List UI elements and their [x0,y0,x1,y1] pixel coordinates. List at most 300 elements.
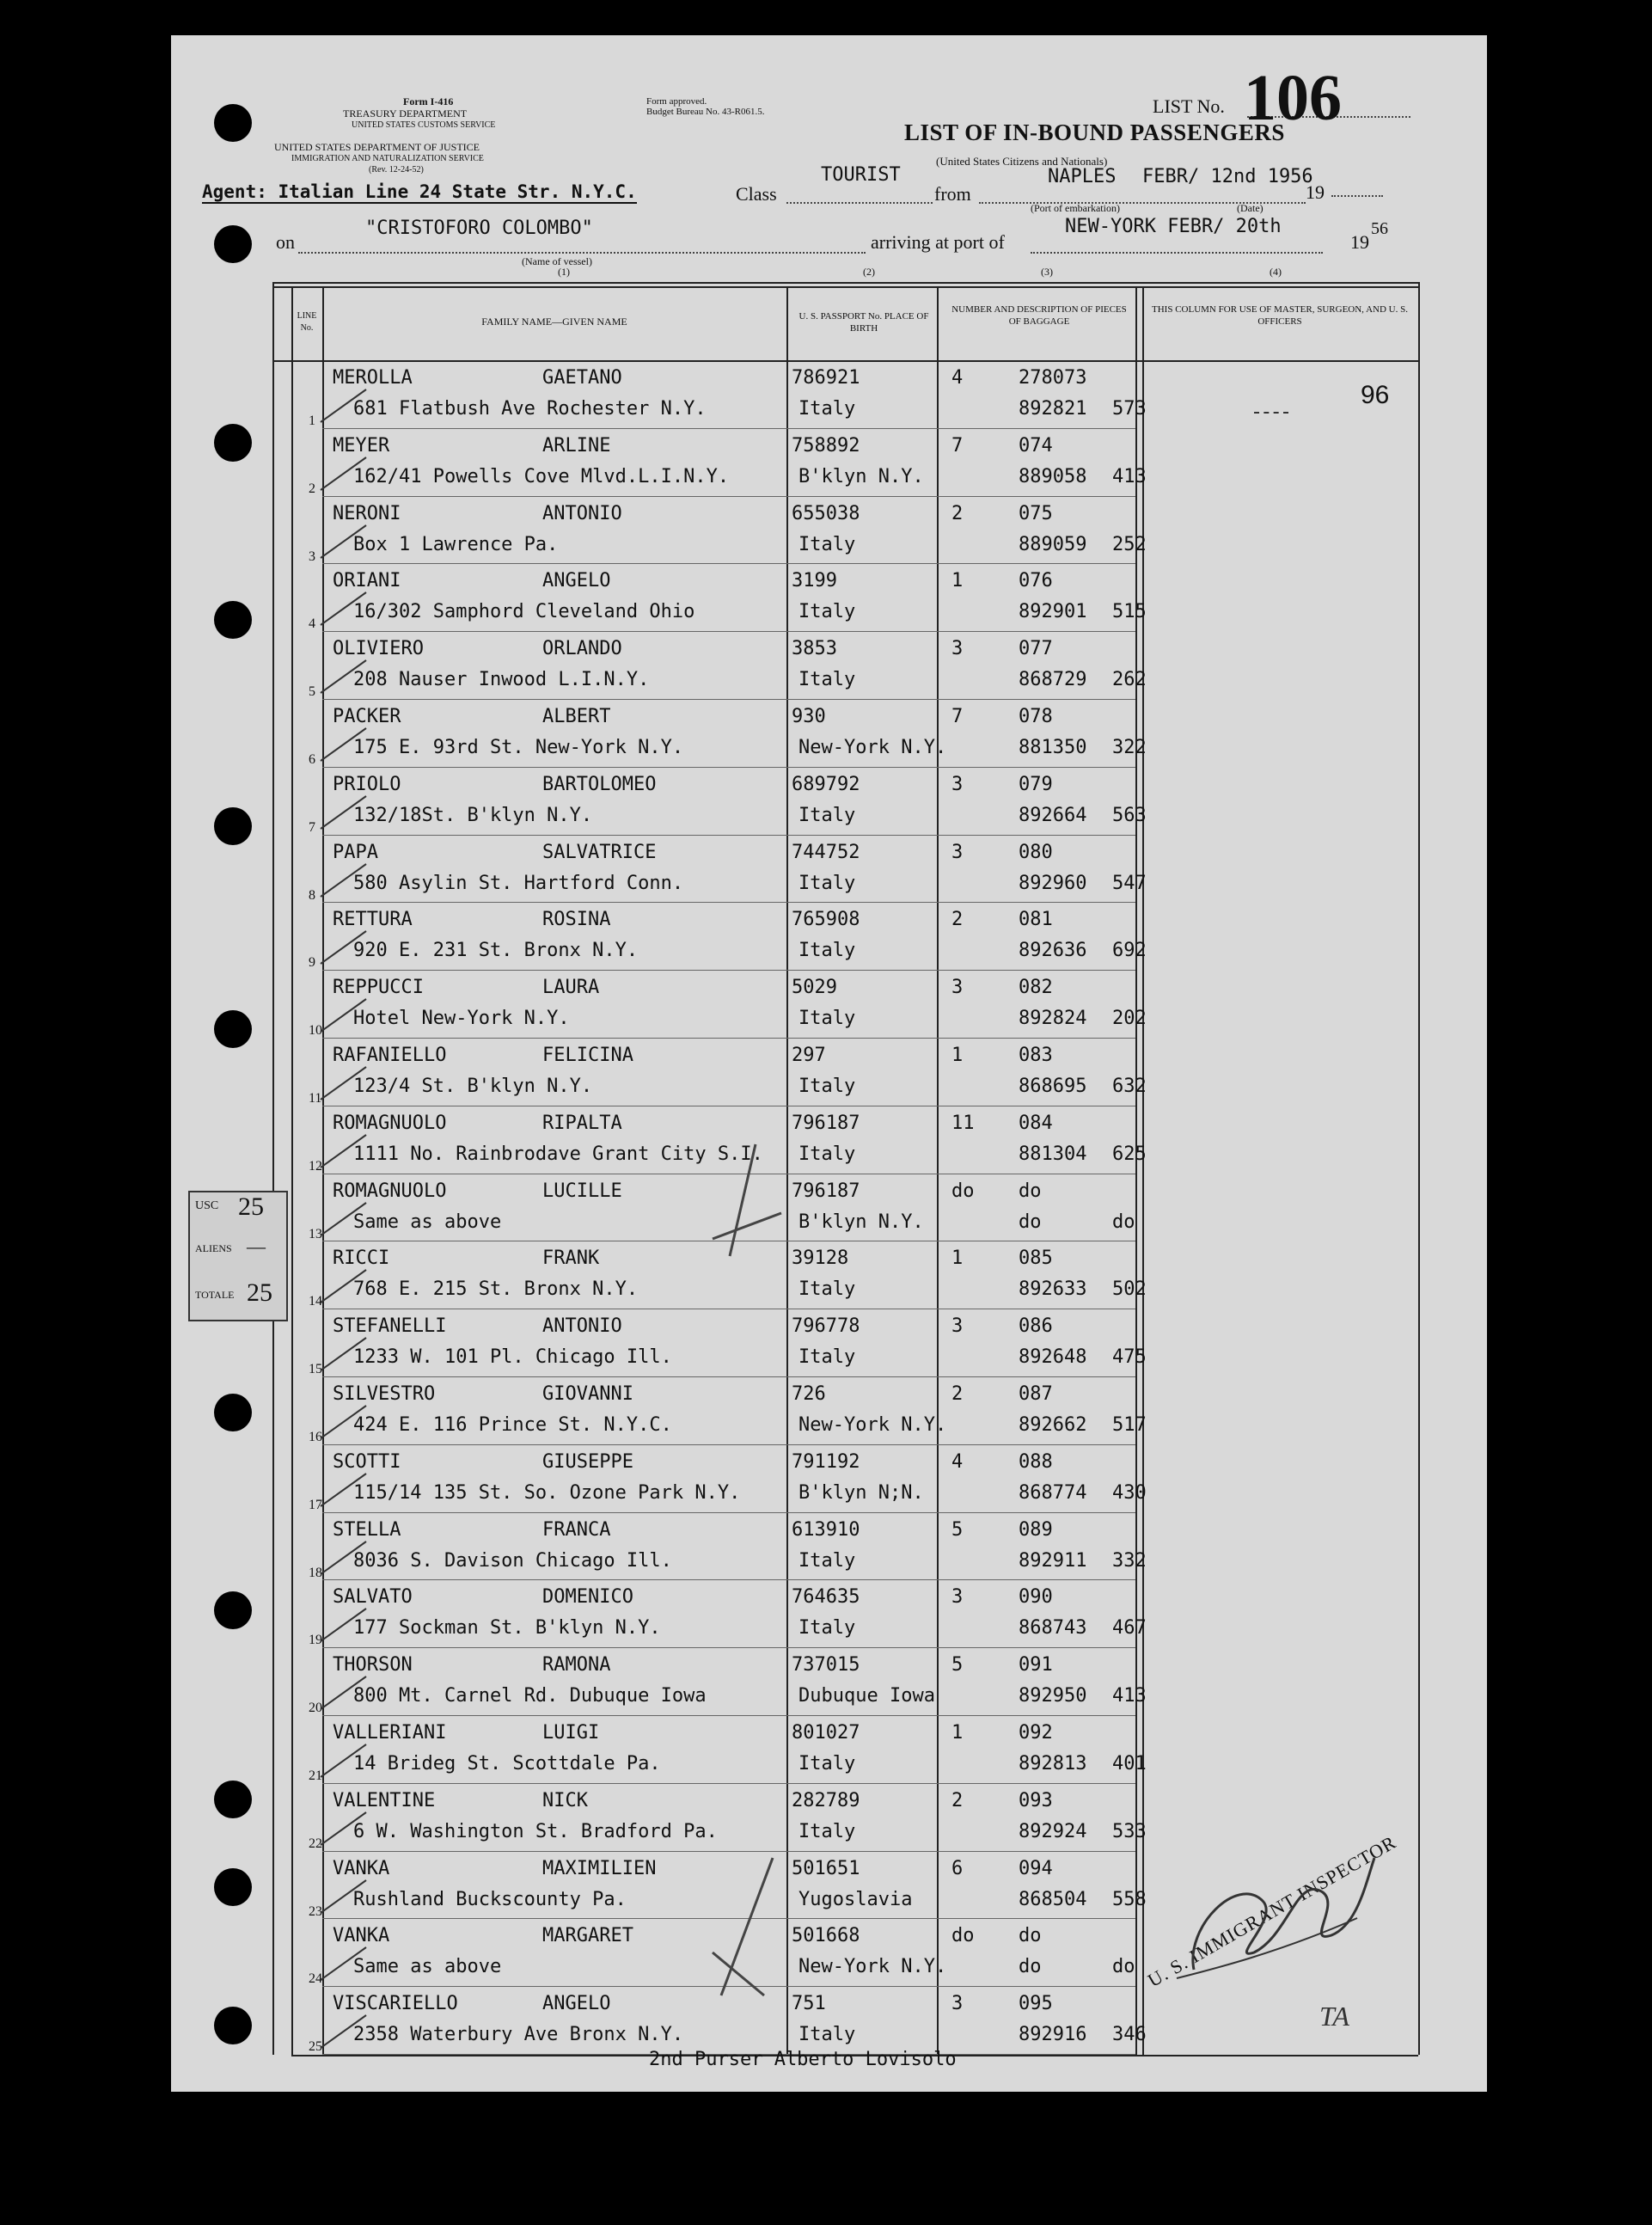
row-divider [322,1376,1135,1377]
baggage-tag-2: 892664 [1019,804,1087,826]
year-field [1331,195,1383,197]
row-divider [322,1038,1135,1039]
form-id: Form I-416 [403,95,454,107]
baggage-tag-1: 075 [1019,502,1053,524]
given-name: MARGARET [542,1925,633,1947]
baggage-tag-1: 078 [1019,706,1053,727]
place-of-birth: Italy [798,1617,856,1640]
place-of-birth: Italy [798,601,856,623]
baggage-weight: 322 [1112,737,1147,758]
baggage-weight: 430 [1112,1481,1147,1504]
baggage-tag-1: 094 [1019,1857,1053,1879]
baggage-pieces: 2 [951,1789,964,1811]
check-tick-mark [319,1060,370,1103]
baggage-tag-1: do [1019,1180,1042,1202]
passport-number: 689792 [792,773,860,795]
table-row [171,1242,1418,1310]
header-line-no: LINE No. [297,311,317,333]
class-field [786,164,933,204]
table-row [171,701,1418,769]
address: 132/18St. B'klyn N.Y. [353,804,593,826]
baggage-pieces: 3 [951,773,964,795]
place-of-birth: Italy [798,1008,856,1030]
baggage-tag-2: do [1019,1956,1042,1978]
family-name: STELLA [333,1518,401,1541]
inspector-stamp: U. S. IMMIGRANT INSPECTOR [1144,1830,1400,1992]
stamp-aliens-value: — [247,1235,266,1257]
baggage-tag-2: 892813 [1019,1753,1087,1774]
family-name: REPPUCCI [333,977,424,999]
row-divider [322,902,1135,903]
row-divider [322,835,1135,836]
embark-date: FEBR/ 12nd 1956 [1142,166,1313,187]
passport-number: 744752 [792,841,860,863]
pen-mark [704,1841,790,2013]
line-number: 4 [309,616,315,632]
baggage-tag-2: 868729 [1019,669,1087,691]
given-name: LUIGI [542,1722,600,1744]
baggage-pieces: do [951,1925,975,1947]
baggage-tag-1: 086 [1019,1315,1053,1338]
place-of-birth: B'klyn N.Y. [798,465,924,487]
baggage-tag-2: 892821 [1019,398,1087,420]
vessel-field [298,218,866,254]
line-number: 9 [309,955,315,971]
header-officers: THIS COLUMN FOR USE OF MASTER, SURGEON, AND U. S. OFFICERS [1152,304,1408,327]
inspector-signature [1159,1824,1383,1995]
baggage-weight: do [1112,1956,1135,1978]
baggage-tag-1: 077 [1019,638,1053,660]
baggage-weight: 502 [1112,1278,1147,1301]
stamp-total-value: 25 [247,1278,272,1307]
address: 16/302 Samphord Cleveland Ohio [353,601,695,623]
table-row [171,1107,1418,1175]
address: Box 1 Lawrence Pa. [353,533,559,555]
place-of-birth: Italy [798,1346,856,1369]
baggage-tag-1: 080 [1019,841,1053,863]
passport-number: 786921 [792,367,860,389]
line-number: 8 [309,887,315,903]
passport-number: 930 [792,706,826,727]
baggage-weight: 692 [1112,940,1147,962]
passport-number: 39128 [792,1247,849,1270]
family-name: VANKA [333,1925,390,1947]
passport-number: 801027 [792,1722,860,1744]
port-embark-caption: (Port of embarkation) [1031,202,1120,214]
line-number: 11 [309,1091,322,1106]
place-of-birth: New-York N.Y. [798,1956,947,1978]
table-row [171,430,1418,498]
baggage-tag-1: 090 [1019,1586,1053,1609]
baggage-tag-2: 892633 [1019,1278,1087,1301]
passport-number: 282789 [792,1789,860,1811]
table-row [171,904,1418,972]
given-name: ANTONIO [542,502,622,524]
table-row [171,972,1418,1039]
check-tick-mark [319,1873,370,1916]
line-number: 6 [309,752,315,767]
given-name: LUCILLE [542,1180,622,1202]
table-row [171,1378,1418,1446]
line-number: 25 [309,2039,322,2055]
baggage-tag-2: 868743 [1019,1617,1087,1640]
place-of-birth: Italy [798,1820,856,1842]
table-row [171,362,1418,430]
baggage-pieces: 1 [951,1722,964,1744]
baggage-tag-1: 079 [1019,773,1053,795]
family-name: PRIOLO [333,773,401,795]
baggage-tag-2: 881304 [1019,1143,1087,1165]
purser-line: 2nd Purser Alberto Lovisolo [649,2049,957,2070]
check-tick-mark [319,518,370,561]
family-name: OLIVIERO [333,638,424,660]
given-name: NICK [542,1789,588,1811]
address: 1111 No. Rainbrodave Grant City S.I. [353,1143,763,1165]
pen-mark [704,1110,790,1282]
place-of-birth: New-York N.Y. [798,1414,947,1436]
family-name: MEYER [333,434,390,457]
passport-number: 726 [792,1383,826,1405]
port-embarkation: NAPLES [1048,166,1117,187]
baggage-pieces: 7 [951,434,964,457]
table-row [171,565,1418,633]
place-of-birth: Italy [798,1278,856,1301]
table-row [171,1446,1418,1514]
place-of-birth: Italy [798,872,856,894]
stamp-usc-value: 25 [238,1192,264,1221]
baggage-pieces: 6 [951,1857,964,1879]
baggage-tag-2: 892824 [1019,1008,1087,1030]
place-of-birth: Italy [798,1549,856,1572]
passport-number: 501668 [792,1925,860,1947]
place-of-birth: Italy [798,2024,856,2046]
class-value: TOURIST [821,164,901,186]
baggage-pieces: 1 [951,570,964,592]
baggage-tag-2: 868774 [1019,1481,1087,1504]
family-name: RICCI [333,1247,390,1270]
baggage-tag-2: 892636 [1019,940,1087,962]
baggage-pieces: 3 [951,1993,964,2015]
baggage-tag-1: 076 [1019,570,1053,592]
treasury-label: TREASURY DEPARTMENT [343,107,468,120]
family-name: SALVATO [333,1586,413,1609]
baggage-tag-1: 074 [1019,434,1053,457]
address: 580 Asylin St. Hartford Conn. [353,872,684,894]
given-name: LAURA [542,977,600,999]
check-tick-mark [319,1535,370,1578]
baggage-pieces: 1 [951,1247,964,1270]
line-number: 1 [309,414,315,428]
passport-number: 751 [792,1993,826,2015]
baggage-pieces: 2 [951,502,964,524]
place-of-birth: Italy [798,1143,856,1165]
baggage-weight: 401 [1112,1753,1147,1774]
address: 123/4 St. B'klyn N.Y. [353,1076,593,1097]
address: 6 W. Washington St. Bradford Pa. [353,1820,718,1842]
baggage-tag-2: 892648 [1019,1346,1087,1369]
given-name: RIPALTA [542,1112,622,1134]
baggage-tag-2: 892950 [1019,1685,1087,1707]
baggage-tag-2: do [1019,1211,1042,1233]
check-tick-mark [319,1467,370,1510]
line-number: 13 [309,1226,322,1241]
baggage-weight: 413 [1112,465,1147,487]
baggage-weight: 475 [1112,1346,1147,1369]
passport-number: 791192 [792,1450,860,1473]
family-name: PAPA [333,841,378,863]
family-name: NERONI [333,502,401,524]
count-stamp [188,1191,288,1321]
check-tick-mark [319,1738,370,1781]
passport-number: 737015 [792,1654,860,1676]
stamp-aliens-label: ALIENS [195,1242,232,1254]
baggage-tag-1: 087 [1019,1383,1053,1405]
baggage-tag-1: 083 [1019,1045,1053,1066]
line-number: 19 [309,1633,322,1648]
family-name: VISCARIELLO [333,1993,458,2015]
officer-mark [1254,412,1288,414]
baggage-pieces: do [951,1180,975,1202]
agent-line: Agent: Italian Line 24 State Str. N.Y.C. [202,181,637,202]
given-name: ARLINE [542,434,611,457]
form-approved: Form approved. [646,96,707,107]
baggage-weight: 252 [1112,533,1147,555]
check-tick-mark [319,1196,370,1239]
list-no-label: LIST No. [1153,95,1225,117]
baggage-pieces: 5 [951,1654,964,1676]
table-row [171,1988,1418,2056]
row-divider [322,1647,1135,1648]
row-divider [322,428,1135,429]
baggage-tag-2: 868504 [1019,1888,1087,1910]
arrival-year: 56 [1371,219,1388,238]
col-marker: (1) [558,266,570,278]
baggage-tag-1: 085 [1019,1247,1053,1270]
place-of-birth: Italy [798,533,856,555]
year-label: 19 [1306,181,1325,203]
address: 1233 W. 101 Pl. Chicago Ill. [353,1346,672,1369]
baggage-pieces: 2 [951,1383,964,1405]
address: Rushland Buckscounty Pa. [353,1888,627,1910]
baggage-tag-1: 092 [1019,1722,1053,1744]
line-number: 17 [309,1497,322,1512]
row-divider [322,1512,1135,1513]
baggage-tag-1: 089 [1019,1518,1053,1541]
baggage-pieces: 4 [951,1450,964,1473]
form-subtitle: (United States Citizens and Nationals) [936,155,1108,168]
family-name: SCOTTI [333,1450,401,1473]
address: 115/14 135 St. So. Ozone Park N.Y. [353,1481,741,1504]
row-divider [322,699,1135,700]
punch-hole [214,104,252,142]
place-of-birth: Italy [798,1076,856,1097]
baggage-weight: 625 [1112,1143,1147,1165]
passport-number: 655038 [792,502,860,524]
place-of-birth: Dubuque Iowa [798,1685,935,1707]
row-divider [322,1783,1135,1784]
punch-hole [214,225,252,263]
baggage-weight: 533 [1112,1820,1147,1842]
passport-number: 501651 [792,1857,860,1879]
address: 768 E. 215 St. Bronx N.Y. [353,1278,639,1301]
table-row [171,1310,1418,1378]
table-row [171,498,1418,566]
arriving-label: arriving at port of [871,231,1005,253]
place-of-birth: Italy [798,940,856,962]
stamp-usc-label: USC [195,1199,219,1212]
row-divider [322,563,1135,564]
line-number: 14 [309,1294,322,1309]
baggage-tag-1: 088 [1019,1450,1053,1473]
check-tick-mark [319,585,370,628]
family-name: VALLERIANI [333,1722,447,1744]
row-divider [322,970,1135,971]
address: 208 Nauser Inwood L.I.N.Y. [353,669,650,691]
baggage-pieces: 3 [951,841,964,863]
address: 177 Sockman St. B'klyn N.Y. [353,1617,661,1640]
check-tick-mark [319,1263,370,1306]
passport-number: 764635 [792,1586,860,1609]
line-number: 10 [309,1023,322,1039]
baggage-weight: 346 [1112,2024,1147,2046]
arrival-field [1031,218,1323,254]
baggage-tag-2: 892916 [1019,2024,1087,2046]
row-divider [322,631,1135,632]
baggage-tag-2: 892924 [1019,1820,1087,1842]
baggage-weight: 467 [1112,1617,1147,1640]
table-row [171,1514,1418,1582]
baggage-pieces: 3 [951,1315,964,1338]
given-name: GIUSEPPE [542,1450,633,1473]
address: Same as above [353,1956,502,1978]
date-caption: (Date) [1237,202,1263,214]
given-name: DOMENICO [542,1586,633,1609]
address: 920 E. 231 St. Bronx N.Y. [353,940,639,962]
check-tick-mark [319,721,370,764]
check-tick-mark [319,653,370,696]
check-tick-mark [319,1602,370,1645]
given-name: FRANCA [542,1518,611,1541]
baggage-tag-1: 084 [1019,1112,1053,1134]
row-divider [322,1579,1135,1580]
place-of-birth: New-York N.Y. [798,737,947,758]
check-tick-mark [319,924,370,967]
vessel-caption: (Name of vessel) [522,255,592,267]
passport-number: 3199 [792,570,837,592]
given-name: GAETANO [542,367,622,389]
customs-label: UNITED STATES CUSTOMS SERVICE [352,120,496,130]
family-name: VANKA [333,1857,390,1879]
col-marker: (2) [863,266,875,278]
place-of-birth: Italy [798,669,856,691]
check-tick-mark [319,383,370,426]
baggage-tag-2: 892662 [1019,1414,1087,1436]
baggage-pieces: 3 [951,977,964,999]
justice-label: UNITED STATES DEPARTMENT OF JUSTICE [274,141,480,153]
form-title: LIST OF IN-BOUND PASSENGERS [904,120,1285,145]
manifest-sheet [171,35,1487,2092]
address: Hotel New-York N.Y. [353,1008,570,1030]
baggage-tag-2: 881350 [1019,737,1087,758]
place-of-birth: Italy [798,398,856,420]
check-tick-mark [319,857,370,900]
arrival-year-prefix: 19 [1350,231,1369,253]
line-number: 12 [309,1158,322,1174]
passport-number: 758892 [792,434,860,457]
baggage-pieces: 3 [951,638,964,660]
baggage-tag-1: 278073 [1019,367,1087,389]
check-tick-mark [319,992,370,1035]
given-name: MAXIMILIEN [542,1857,657,1879]
vessel-name: "CRISTOFORO COLOMBO" [365,218,593,239]
line-number: 24 [309,1971,322,1987]
family-name: RETTURA [333,909,413,931]
table-row [171,837,1418,904]
passport-number: 3853 [792,638,837,660]
baggage-weight: 262 [1112,669,1147,691]
budget-bureau: Budget Bureau No. 43-R061.5. [646,107,765,117]
family-name: STEFANELLI [333,1315,447,1338]
baggage-pieces: 7 [951,706,964,727]
baggage-tag-2: 889059 [1019,533,1087,555]
table-row [171,1649,1418,1717]
baggage-tag-1: do [1019,1925,1042,1947]
line-number: 2 [309,481,315,496]
check-tick-mark [319,789,370,832]
baggage-weight: 202 [1112,1008,1147,1030]
family-name: ORIANI [333,570,401,592]
baggage-weight: 573 [1112,398,1147,420]
header-name: FAMILY NAME—GIVEN NAME [481,316,627,328]
baggage-tag-2: 868695 [1019,1076,1087,1097]
from-label: from [934,183,971,205]
table-row [171,1581,1418,1649]
given-name: ROSINA [542,909,611,931]
baggage-weight: 332 [1112,1549,1147,1572]
baggage-weight: 558 [1112,1888,1147,1910]
baggage-pieces: 4 [951,367,964,389]
address: 14 Brideg St. Scottdale Pa. [353,1753,661,1774]
rev-label: (Rev. 12-24-52) [369,165,424,175]
address: 175 E. 93rd St. New-York N.Y. [353,737,684,758]
table-row [171,769,1418,837]
address: 681 Flatbush Ave Rochester N.Y. [353,398,707,420]
inspector-initials: TA [1319,2001,1349,2032]
officer-note: 96 [1361,381,1390,409]
check-tick-mark [319,1805,370,1848]
check-tick-mark [319,1128,370,1171]
table-row [171,1039,1418,1107]
given-name: ANGELO [542,570,611,592]
given-name: ORLANDO [542,638,622,660]
given-name: ANTONIO [542,1315,622,1338]
baggage-tag-1: 081 [1019,909,1053,931]
line-number: 16 [309,1430,322,1444]
given-name: ANGELO [542,1993,611,2015]
place-of-birth: Italy [798,1753,856,1774]
on-label: on [276,231,295,253]
baggage-weight: 517 [1112,1414,1147,1436]
given-name: BARTOLOMEO [542,773,657,795]
passport-number: 613910 [792,1518,860,1541]
passport-number: 765908 [792,909,860,931]
place-of-birth: Italy [798,804,856,826]
given-name: FELICINA [542,1045,633,1066]
family-name: SILVESTRO [333,1383,436,1405]
line-number: 18 [309,1565,322,1580]
line-number: 3 [309,549,315,564]
family-name: MEROLLA [333,367,413,389]
